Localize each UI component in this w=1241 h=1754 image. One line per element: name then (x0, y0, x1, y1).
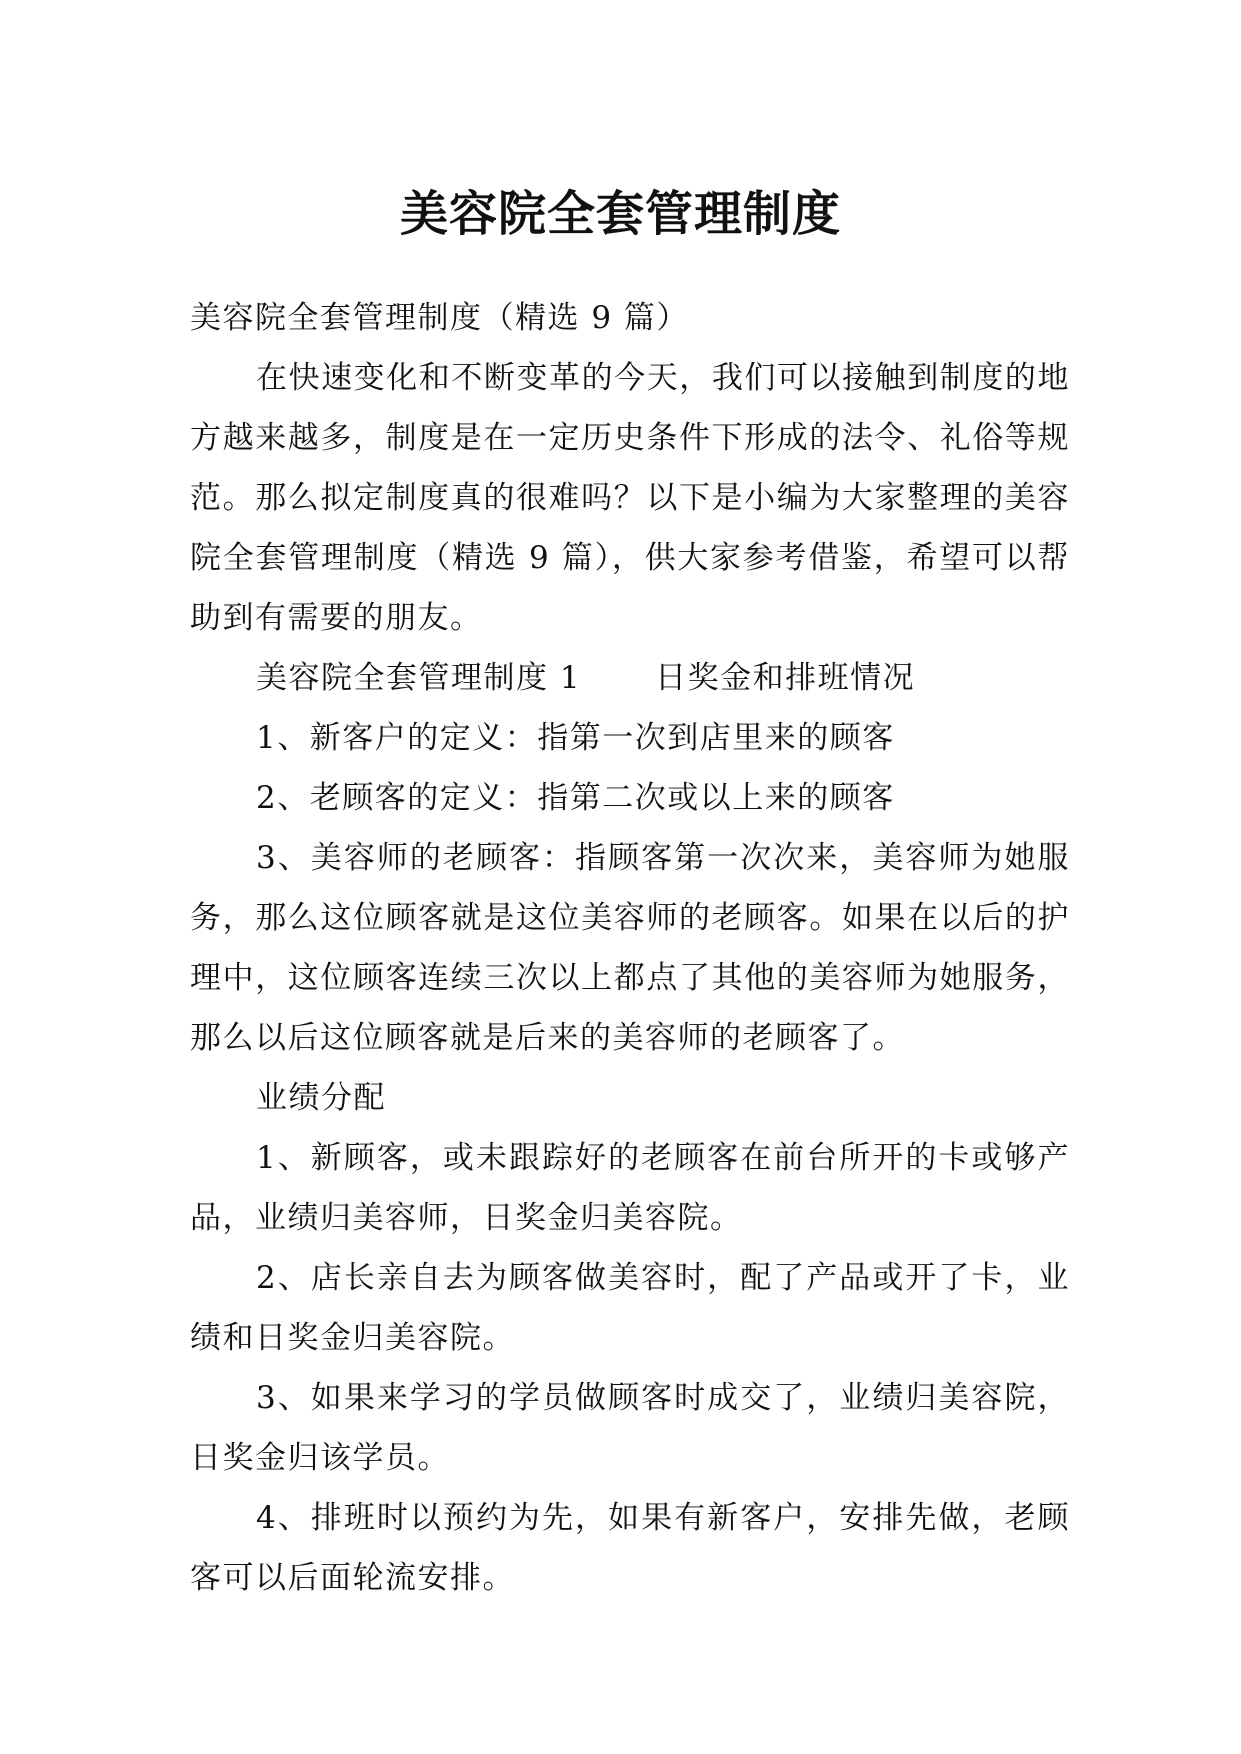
document-body (190, 288, 1070, 1608)
section-heading-topic: 日奖金和排班情况 (655, 660, 916, 696)
section-heading (190, 648, 1070, 708)
allocation-rule-3: 3、如果来学习的学员做顾客时成交了，业绩归美容院，日奖金归该学员。 (190, 1380, 1070, 1476)
performance-allocation-heading: 业绩分配 (256, 1080, 386, 1116)
subtitle-paragraph: 美容院全套管理制度（精选 9 篇） (190, 300, 689, 336)
allocation-rule-2: 2、店长亲自去为顾客做美容时，配了产品或开了卡，业绩和日奖金归美容院。 (190, 1260, 1070, 1356)
definition-new-customer: 1、新客户的定义：指第一次到店里来的顾客 (256, 720, 895, 756)
definition-old-customer: 2、老顾客的定义：指第二次或以上来的顾客 (256, 780, 895, 816)
section-heading-name: 美容院全套管理制度 1 (256, 660, 582, 696)
document-title: 美容院全套管理制度 (399, 186, 841, 243)
intro-paragraph: 在快速变化和不断变革的今天，我们可以接触到制度的地方越来越多，制度是在一定历史条件下形成的法令、礼俗等规范。那么拟定制度真的很难吗？以下是小编为大家整理的美容院全套管理制度（精选 9 篇），供大家参考借鉴，希望可以帮助到有需要的朋友。 (190, 360, 1070, 636)
definition-beautician-old-customer: 3、美容师的老顾客：指顾客第一次次来，美容师为她服务，那么这位顾客就是这位美容师的老顾客。如果在以后的护理中，这位顾客连续三次以上都点了其他的美容师为她服务，那么以后这位顾客就是后来的美容师的老顾客了。 (190, 840, 1070, 1056)
allocation-rule-1: 1、新顾客，或未跟踪好的老顾客在前台所开的卡或够产品，业绩归美容师，日奖金归美容院。 (190, 1140, 1070, 1236)
allocation-rule-4: 4、排班时以预约为先，如果有新客户，安排先做，老顾客可以后面轮流安排。 (190, 1500, 1070, 1596)
